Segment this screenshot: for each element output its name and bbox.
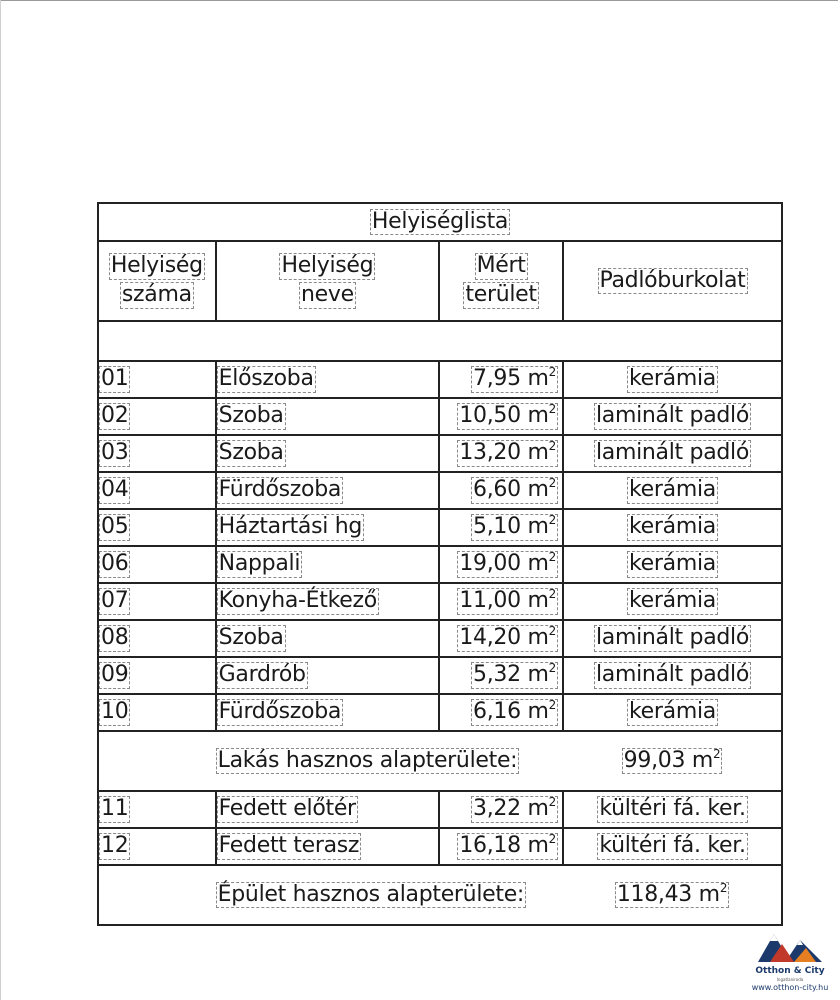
table-row <box>98 472 782 509</box>
room-number: 10 <box>98 694 216 731</box>
room-flooring: kültéri fá. ker. <box>563 791 782 828</box>
table-row <box>98 657 782 694</box>
table-row <box>98 791 782 828</box>
room-number: 08 <box>98 620 216 657</box>
logo-mark-icon <box>748 928 832 968</box>
room-name: Előszoba <box>216 361 440 398</box>
room-flooring: laminált padló <box>563 620 782 657</box>
room-list-table <box>97 202 783 926</box>
room-number: 05 <box>98 509 216 546</box>
company-logo <box>748 928 832 996</box>
room-name: Háztartási hg <box>216 509 440 546</box>
room-number: 04 <box>98 472 216 509</box>
room-area: 6,16 $m^2$ <box>439 694 563 731</box>
room-flooring: laminált padló <box>563 435 782 472</box>
room-number: 09 <box>98 657 216 694</box>
room-name: Fürdőszoba <box>216 694 440 731</box>
room-area: 6,60 $m^2$ <box>439 472 563 509</box>
table-row <box>98 398 782 435</box>
table-row <box>98 583 782 620</box>
room-flooring: kültéri fá. ker. <box>563 828 782 865</box>
header-flooring: Padlóburkolat <box>563 241 782 321</box>
room-area: 5,32 $m^2$ <box>439 657 563 694</box>
room-flooring: laminált padló <box>563 657 782 694</box>
room-area: 5,10 $m^2$ <box>439 509 563 546</box>
header-area: Mért terület <box>439 241 563 321</box>
table-row <box>98 546 782 583</box>
room-flooring: kerámia <box>563 694 782 731</box>
total-row <box>98 865 782 925</box>
room-flooring: laminált padló <box>563 398 782 435</box>
total-value: 118,43 $m^2$ <box>563 865 782 925</box>
room-name: Fedett terasz <box>216 828 440 865</box>
room-area: 3,22 $m^2$ <box>439 791 563 828</box>
room-name: Szoba <box>216 620 440 657</box>
header-room-name: Helyiség neve <box>216 241 440 321</box>
table-title-row <box>98 203 782 241</box>
room-flooring: kerámia <box>563 361 782 398</box>
table-row <box>98 828 782 865</box>
page-border-left <box>0 0 1 1000</box>
room-name: Nappali <box>216 546 440 583</box>
room-number: 03 <box>98 435 216 472</box>
room-flooring: kerámia <box>563 546 782 583</box>
room-area: 11,00 $m^2$ <box>439 583 563 620</box>
room-area: 14,20 $m^2$ <box>439 620 563 657</box>
room-number: 06 <box>98 546 216 583</box>
room-flooring: kerámia <box>563 472 782 509</box>
blank-row <box>98 321 782 361</box>
room-name: Szoba <box>216 435 440 472</box>
room-number: 01 <box>98 361 216 398</box>
room-number: 11 <box>98 791 216 828</box>
room-area: 19,00 $m^2$ <box>439 546 563 583</box>
header-room-number: Helyiség száma <box>98 241 216 321</box>
extra-rows <box>98 791 782 865</box>
room-rows <box>98 361 782 731</box>
header-row <box>98 241 782 321</box>
room-area: 16,18 $m^2$ <box>439 828 563 865</box>
room-flooring: kerámia <box>563 509 782 546</box>
table-title: Helyiséglista <box>98 203 782 241</box>
logo-tagline: Ingatlaniroda <box>776 977 804 982</box>
total-label: Épület hasznos alapterülete: <box>216 865 563 925</box>
room-name: Szoba <box>216 398 440 435</box>
table-row <box>98 361 782 398</box>
page-border-top <box>0 0 838 1</box>
room-number: 07 <box>98 583 216 620</box>
subtotal-value: 99,03 $m^2$ <box>563 731 782 791</box>
room-number: 02 <box>98 398 216 435</box>
room-area: 7,95 $m^2$ <box>439 361 563 398</box>
room-number: 12 <box>98 828 216 865</box>
room-name: Fürdőszoba <box>216 472 440 509</box>
room-name: Fedett előtér <box>216 791 440 828</box>
room-name: Gardrób <box>216 657 440 694</box>
subtotal-label: Lakás hasznos alapterülete: <box>216 731 563 791</box>
room-flooring: kerámia <box>563 583 782 620</box>
logo-brand: Otthon & City <box>755 966 825 976</box>
logo-url: www.otthon-city.hu <box>751 983 829 992</box>
table-row <box>98 509 782 546</box>
table-row <box>98 435 782 472</box>
table-row <box>98 694 782 731</box>
room-area: 10,50 $m^2$ <box>439 398 563 435</box>
room-area: 13,20 $m^2$ <box>439 435 563 472</box>
room-name: Konyha-Étkező <box>216 583 440 620</box>
table-row <box>98 620 782 657</box>
subtotal-row <box>98 731 782 791</box>
